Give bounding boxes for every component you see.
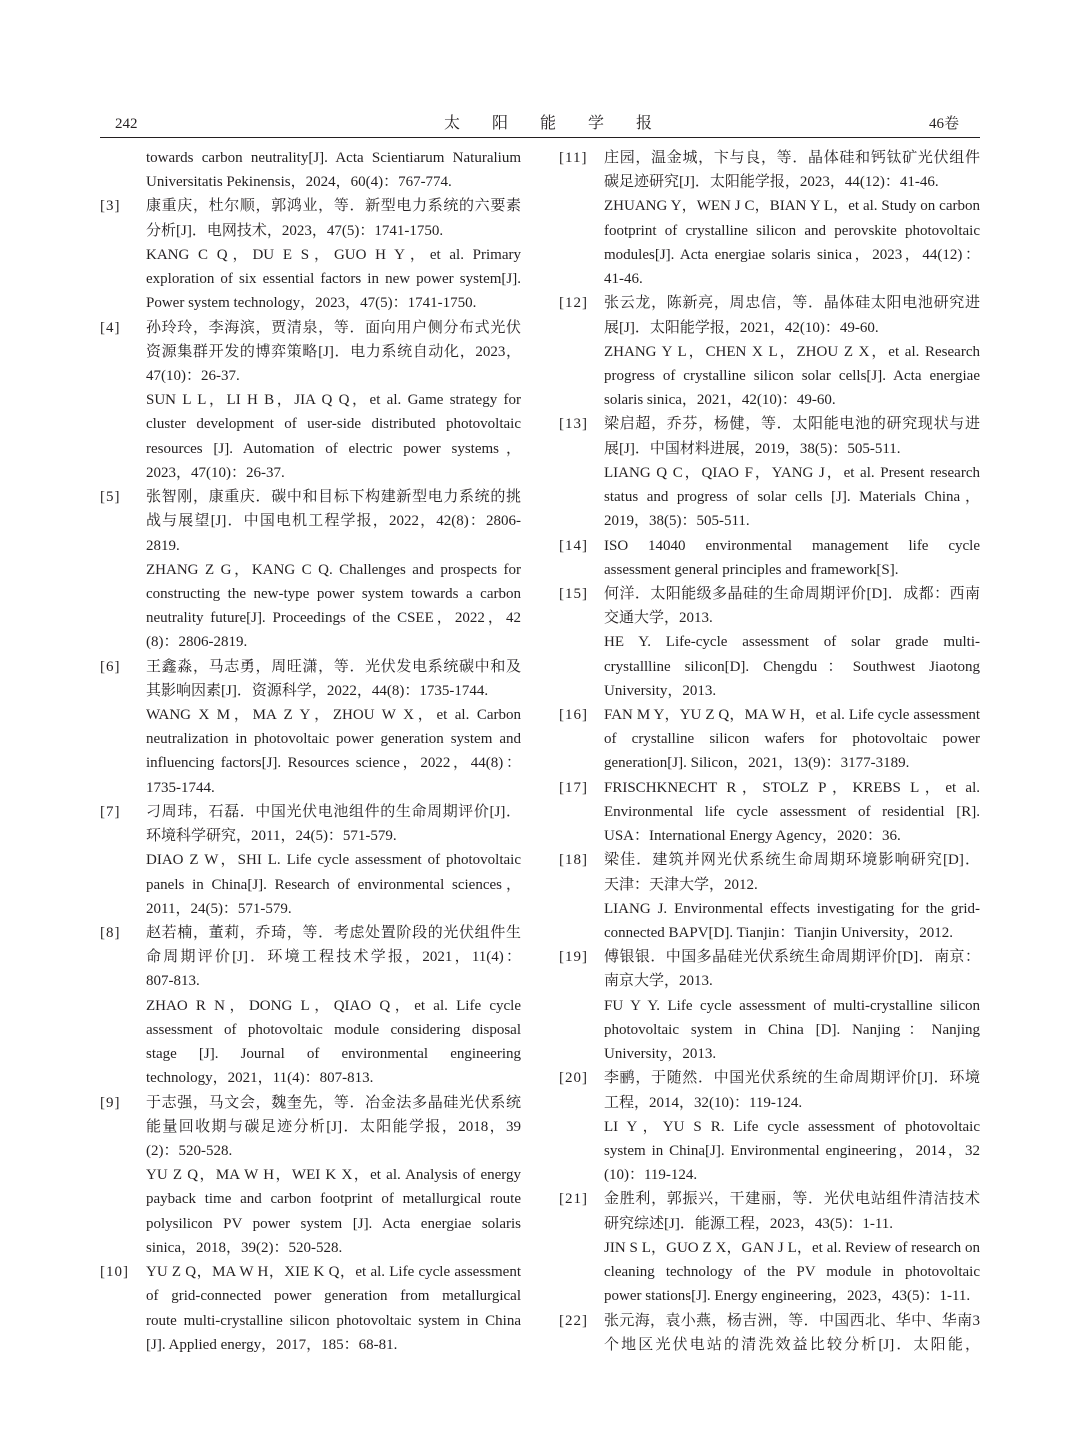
reference-entry xyxy=(559,582,980,703)
journal-title: 太阳能学报 xyxy=(444,115,685,132)
reference-line: University，2013. xyxy=(604,682,717,699)
reference-body xyxy=(604,291,980,412)
reference-line: 何洋．太阳能级多晶硅的生命周期评价[D]．成都：西南 xyxy=(604,585,980,602)
reference-line: Universitatis Pekinensis，2024，60(4)：767-774. xyxy=(146,174,452,191)
reference-line: 分析[J]．电网技术，2023，47(5)：1741-1750. xyxy=(146,222,444,239)
reference-number: [17] xyxy=(559,779,588,796)
reference-line: 2023，47(10)：26-37. xyxy=(146,464,285,481)
page-number: 242 xyxy=(115,116,138,132)
reference-number: [8] xyxy=(100,925,121,941)
reference-line: 命周期评价[J]．环境工程技术学报，2021，11(4)： xyxy=(146,949,521,966)
reference-entry xyxy=(100,921,521,1091)
reference-line: Power system technology，2023，47(5)：1741-1750. xyxy=(146,295,477,312)
reference-line: power stations[J]. Energy engineering，2023，43(5)：1-11. xyxy=(604,1288,971,1305)
reference-line: 工程，2014，32(10)：119-124. xyxy=(604,1094,803,1111)
reference-body xyxy=(146,1091,521,1261)
reference-number: [9] xyxy=(100,1094,121,1111)
reference-body xyxy=(146,1260,521,1357)
reference-line: FU Y Y. Life cycle assessment of multi-crystalline silicon xyxy=(604,997,980,1014)
reference-entry xyxy=(100,316,521,486)
reference-line: 张云龙，陈新亮，周忠信，等．晶体硅太阳电池研究进 xyxy=(604,295,980,312)
reference-line: University，2013. xyxy=(604,1046,717,1063)
reference-line: 个地区光伏电站的清洗效益比较分析[J]．太阳能， xyxy=(604,1336,980,1353)
reference-line: photovoltaic system in China [D]. Nanjing：Nanjing xyxy=(604,1021,980,1038)
reference-number: [22] xyxy=(559,1312,588,1329)
reference-line: 资源集群开发的博弈策略[J]．电力系统自动化，2023， xyxy=(146,343,521,360)
reference-line: DIAO Z W，SHI L. Life cycle assessment of photovoltaic xyxy=(146,852,521,869)
reference-line: 交通大学，2013. xyxy=(604,610,713,627)
left-reference-column xyxy=(100,146,521,1357)
reference-line: 其影响因素[J]．资源科学，2022，44(8)：1735-1744. xyxy=(146,682,489,699)
reference-number: [12] xyxy=(559,295,588,312)
reference-entry xyxy=(100,194,521,315)
reference-line: route multi-crystalline silicon photovoltaic system in China xyxy=(146,1312,521,1329)
reference-entry xyxy=(559,291,980,412)
reference-body xyxy=(604,703,980,776)
reference-line: SUN L L，LI H B，JIA Q Q，et al. Game strategy for xyxy=(146,392,521,409)
reference-line: FRISCHKNECHT R，STOLZ P，KREBS L，et al. xyxy=(604,779,980,796)
reference-entry xyxy=(559,848,980,945)
reference-line: of crystalline silicon wafers for photovoltaic power xyxy=(604,731,980,748)
reference-number: [21] xyxy=(559,1191,588,1208)
reference-body xyxy=(604,848,980,945)
reference-number xyxy=(100,146,146,170)
reference-line: towards carbon neutrality[J]. Acta Scientiarum Naturalium xyxy=(146,150,521,166)
reference-line: polysilicon PV power system [J]. Acta energiae solaris xyxy=(146,1215,521,1232)
reference-entry xyxy=(100,1260,521,1357)
reference-line: of grid-connected power generation from metallurgical xyxy=(146,1288,521,1305)
reference-line: HE Y. Life-cycle assessment of solar grade multi- xyxy=(604,634,980,651)
reference-number: [5] xyxy=(100,489,121,506)
reference-body xyxy=(146,800,521,921)
reference-line: 2019，38(5)：505-511. xyxy=(604,513,750,530)
reference-number: [7] xyxy=(100,803,121,820)
reference-line: status and progress of solar cells [J]. Materials China， xyxy=(604,489,980,506)
reference-line: KANG C Q，DU E S，GUO H Y，et al. Primary xyxy=(146,246,521,263)
reference-line: influencing factors[J]. Resources science，2022，44(8)： xyxy=(146,755,521,772)
reference-line: 康重庆，杜尔顺，郭鸿业，等．新型电力系统的六要素 xyxy=(146,198,521,215)
reference-line: resources [J]. Automation of electric power systems， xyxy=(146,440,521,457)
reference-line: (2)：520-528. xyxy=(146,1142,233,1159)
reference-body xyxy=(604,945,980,1066)
reference-entry xyxy=(559,1187,980,1308)
reference-line: 王鑫淼，马志勇，周旺潇，等．光伏发电系统碳中和及 xyxy=(146,658,521,675)
reference-body xyxy=(146,485,521,655)
reference-number: [6] xyxy=(100,658,121,675)
reference-entry xyxy=(559,534,980,582)
reference-entry xyxy=(559,776,980,849)
reference-body xyxy=(146,194,521,315)
reference-line: 2011，24(5)：571-579. xyxy=(146,900,292,917)
reference-line: technology，2021，11(4)：807-813. xyxy=(146,1070,374,1087)
reference-line: 梁佳．建筑并网光伏系统生命周期环境影响研究[D]． xyxy=(604,852,980,869)
reference-body xyxy=(604,412,980,533)
reference-line: 展[J]．太阳能学报，2021，42(10)：49-60. xyxy=(604,319,879,336)
reference-line: 47(10)：26-37. xyxy=(146,367,240,384)
reference-line: 李鹂，于随然．中国光伏系统的生命周期评价[J]．环境 xyxy=(604,1070,980,1087)
reference-line: system in China[J]. Environmental engineering，2014，32 xyxy=(604,1142,980,1159)
reference-line: generation[J]. Silicon，2021，13(9)：3177-3189. xyxy=(604,755,910,772)
reference-number: [16] xyxy=(559,707,588,724)
reference-entry xyxy=(100,146,521,194)
reference-line: footprint of crystalline silicon and perovskite photovoltaic xyxy=(604,222,980,239)
reference-line: 天津：天津大学，2012. xyxy=(604,876,758,893)
reference-line: ZHUANG Y，WEN J C，BIAN Y L，et al. Study on carbon xyxy=(604,198,980,215)
reference-line: LIANG Q C，QIAO F，YANG J，et al. Present research xyxy=(604,464,980,481)
reference-line: 庄园，温金城，卞与良，等．晶体硅和钙钛矿光伏组件 xyxy=(604,150,980,166)
reference-line: 41-46. xyxy=(604,271,643,288)
reference-line: connected BAPV[D]. Tianjin：Tianjin University，2012. xyxy=(604,925,954,941)
reference-entry xyxy=(100,800,521,921)
reference-line: (10)：119-124. xyxy=(604,1167,698,1184)
reference-body xyxy=(146,146,521,194)
reference-line: 环境科学研究，2011，24(5)：571-579. xyxy=(146,828,397,845)
reference-line: 碳足迹研究[J]．太阳能学报，2023，44(12)：41-46. xyxy=(604,174,939,191)
reference-line: cluster development of user-side distributed photovoltaic xyxy=(146,416,521,433)
reference-body xyxy=(604,1309,980,1357)
reference-line: JIN S L，GUO Z X，GAN J L，et al. Review of research on xyxy=(604,1239,980,1256)
reference-line: Environmental life cycle assessment of residential [R]. xyxy=(604,803,980,820)
reference-line: payback time and carbon footprint of metallurgical route xyxy=(146,1191,521,1208)
reference-number: [13] xyxy=(559,416,588,433)
reference-line: 张元海，袁小燕，杨吉洲，等．中国西北、华中、华南3 xyxy=(604,1312,980,1329)
reference-line: 梁启超，乔芬，杨健，等．太阳能电池的研究现状与进 xyxy=(604,416,980,433)
reference-number: [20] xyxy=(559,1070,588,1087)
volume-label: 46卷 xyxy=(929,116,960,132)
reference-number: [14] xyxy=(559,537,588,554)
reference-entry xyxy=(559,1309,980,1357)
reference-line: 807-813. xyxy=(146,973,200,990)
reference-body xyxy=(604,146,980,291)
reference-entry xyxy=(559,412,980,533)
reference-line: crystallline silicon[D]. Chengdu：Southwest Jiaotong xyxy=(604,658,980,675)
reference-line: YU Z Q，MA W H，XIE K Q，et al. Life cycle assessment xyxy=(146,1264,521,1281)
reference-line: LI Y，YU S R. Life cycle assessment of photovoltaic xyxy=(604,1118,980,1135)
reference-line: FAN M Y，YU Z Q，MA W H，et al. Life cycle assessment xyxy=(604,707,980,724)
reference-line: 傅银银．中国多晶硅光伏系统生命周期评价[D]．南京： xyxy=(604,949,980,966)
reference-line: 1735-1744. xyxy=(146,779,215,796)
reference-line: 2819. xyxy=(146,537,180,554)
reference-number: [19] xyxy=(559,949,588,966)
reference-body xyxy=(146,316,521,486)
reference-line: 赵若楠，董莉，乔琦，等．考虑处置阶段的光伏组件生 xyxy=(146,925,521,941)
reference-line: neutrality future[J]. Proceedings of the CSEE，2022，42 xyxy=(146,610,521,627)
reference-line: ZHANG Z G，KANG C Q. Challenges and prospects for xyxy=(146,561,521,578)
reference-line: 刁周玮，石磊．中国光伏电池组件的生命周期评价[J]． xyxy=(146,803,521,820)
reference-body xyxy=(604,582,980,703)
reference-body xyxy=(604,1187,980,1308)
reference-body xyxy=(604,534,980,582)
reference-line: assessment general principles and framework[S]. xyxy=(604,561,899,578)
reference-line: ZHAO R N，DONG L，QIAO Q，et al. Life cycle xyxy=(146,997,521,1014)
reference-line: sinica，2018，39(2)：520-528. xyxy=(146,1239,343,1256)
reference-entry xyxy=(100,485,521,655)
reference-line: solaris sinica，2021，42(10)：49-60. xyxy=(604,392,836,409)
reference-entry xyxy=(559,703,980,776)
reference-body xyxy=(146,921,521,1091)
reference-entry xyxy=(559,945,980,1066)
reference-line: 孙玲玲，李海滨，贾清泉，等．面向用户侧分布式光伏 xyxy=(146,319,521,336)
reference-line: stage [J]. Journal of environmental engineering xyxy=(146,1046,521,1063)
reference-entry xyxy=(100,655,521,800)
reference-line: (8)：2806-2819. xyxy=(146,634,248,651)
reference-line: modules[J]. Acta energiae solaris sinica，2023，44(12)： xyxy=(604,246,980,263)
reference-line: USA：International Energy Agency，2020：36. xyxy=(604,828,901,845)
reference-number: [15] xyxy=(559,585,588,602)
reference-number: [10] xyxy=(100,1264,129,1281)
reference-line: 能量回收期与碳足迹分析[J]．太阳能学报，2018，39 xyxy=(146,1118,521,1135)
reference-line: 研究综述[J]．能源工程，2023，43(5)：1-11. xyxy=(604,1215,894,1232)
reference-line: ZHANG Y L，CHEN X L，ZHOU Z X，et al. Research xyxy=(604,343,980,360)
reference-number: [18] xyxy=(559,852,588,869)
reference-line: 张智刚，康重庆．碳中和目标下构建新型电力系统的挑 xyxy=(146,489,521,506)
reference-number: [4] xyxy=(100,319,121,336)
reference-line: 金胜利，郭振兴，干建丽，等．光伏电站组件清洁技术 xyxy=(604,1191,980,1208)
reference-line: constructing the new-type power system towards a carbon xyxy=(146,585,521,602)
reference-line: YU Z Q，MA W H，WEI K X，et al. Analysis of energy xyxy=(146,1167,521,1184)
reference-line: neutralization in photovoltaic power generation system and xyxy=(146,731,521,748)
reference-line: 南京大学，2013. xyxy=(604,973,713,990)
reference-line: LIANG J. Environmental effects investigating for the grid- xyxy=(604,900,980,917)
right-reference-column xyxy=(559,146,980,1357)
reference-line: exploration of six essential factors in new power system[J]. xyxy=(146,271,521,288)
reference-number: [11] xyxy=(559,150,588,166)
header-divider xyxy=(100,137,980,138)
reference-line: [J]. Applied energy，2017，185：68-81. xyxy=(146,1336,398,1353)
reference-line: cleaning technology of the PV module in photovoltaic xyxy=(604,1264,980,1281)
reference-line: ISO 14040 environmental management life cycle xyxy=(604,537,980,554)
reference-entry xyxy=(559,146,980,291)
reference-line: assessment of photovoltaic module considering disposal xyxy=(146,1021,521,1038)
reference-entry xyxy=(100,1091,521,1261)
reference-body xyxy=(604,1066,980,1187)
reference-body xyxy=(146,655,521,800)
reference-body xyxy=(604,776,980,849)
reference-line: panels in China[J]. Research of environmental sciences， xyxy=(146,876,521,893)
reference-line: progress of crystalline silicon solar cells[J]. Acta energiae xyxy=(604,367,980,384)
reference-entry xyxy=(559,1066,980,1187)
reference-number: [3] xyxy=(100,198,121,215)
reference-line: 战与展望[J]．中国电机工程学报，2022，42(8)：2806- xyxy=(146,513,521,530)
reference-line: 于志强，马文会，魏奎先，等．冶金法多晶硅光伏系统 xyxy=(146,1094,521,1111)
reference-line: WANG X M，MA Z Y，ZHOU W X，et al. Carbon xyxy=(146,707,521,724)
reference-line: 展[J]．中国材料进展，2019，38(5)：505-511. xyxy=(604,440,901,457)
